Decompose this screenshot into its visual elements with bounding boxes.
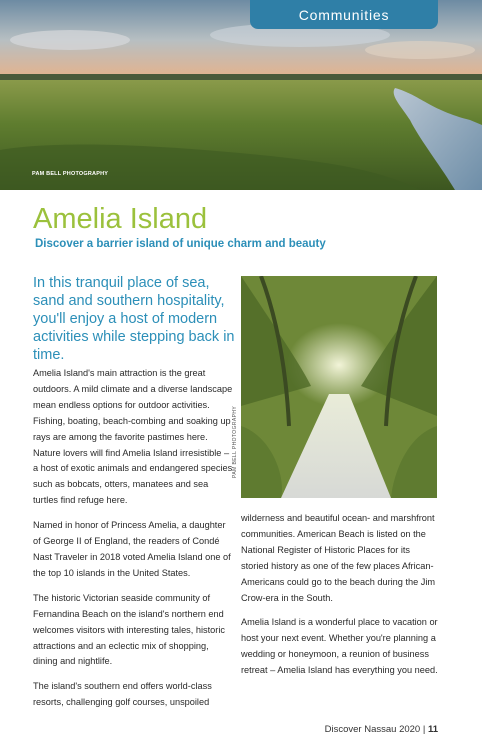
body-paragraph: Amelia Island's main attraction is the great outdoors. A mild climate and a diverse landscape mean endless options for outdoor activities. Fishing, boating, beach-combing and soaking up rays are among the favorite pastimes here. Nature lovers will find Amelia Island irresistible – a host of exotic animals and endangered species such as bobcats, otters, manatees and sea turtles find refuge here. bbox=[33, 368, 233, 506]
body-paragraph: wilderness and beautiful ocean- and marshfront communities. American Beach is listed on the National Register of Historic Places for its storied history as one of the few places African-Americans could go to the beach during the Jim Crow-era in the South. bbox=[241, 513, 436, 603]
publication-name: Discover Nassau 2020 bbox=[324, 724, 421, 735]
article-lead: In this tranquil place of sea, sand and southern hospitality, you'll enjoy a host of modern activities while stepping back in time. bbox=[33, 275, 235, 363]
article-column-right bbox=[241, 511, 438, 688]
article-subtitle: Discover a barrier island of unique charm and beauty bbox=[35, 238, 326, 250]
page-footer bbox=[325, 724, 438, 735]
hero-photo-credit: PAM BELL PHOTOGRAPHY bbox=[32, 171, 109, 177]
page-number: 11 bbox=[427, 724, 438, 735]
footer-separator: | bbox=[422, 724, 426, 735]
body-paragraph: The island's southern end offers world-class resorts, challenging golf courses, unspoiled bbox=[33, 681, 212, 708]
body-paragraph: The historic Victorian seaside community of Fernandina Beach on the island's northern end welcomes visitors with interesting tales, historic attractions and an eclectic mix of shopping, dining and nightlife. bbox=[33, 592, 225, 667]
tree-canopy-road-illustration bbox=[241, 276, 437, 498]
inset-photo-credit: PAM BELL PHOTOGRAPHY bbox=[232, 405, 238, 478]
body-paragraph: Amelia Island is a wonderful place to vacation or host your next event. Whether you're planning a wedding or honeymoon, a reunion of business retreat – Amelia Island has everything you need. bbox=[241, 617, 438, 676]
body-paragraph: Named in honor of Princess Amelia, a daughter of George II of England, the readers of Condé Nast Traveler in 2018 voted Amelia Island one of the top 10 islands in the United States. bbox=[33, 520, 231, 578]
oak-road-photo bbox=[241, 276, 437, 498]
article-column-left bbox=[33, 366, 233, 720]
section-tab-communities: Communities bbox=[250, 0, 438, 29]
article-title: Amelia Island bbox=[33, 203, 208, 235]
